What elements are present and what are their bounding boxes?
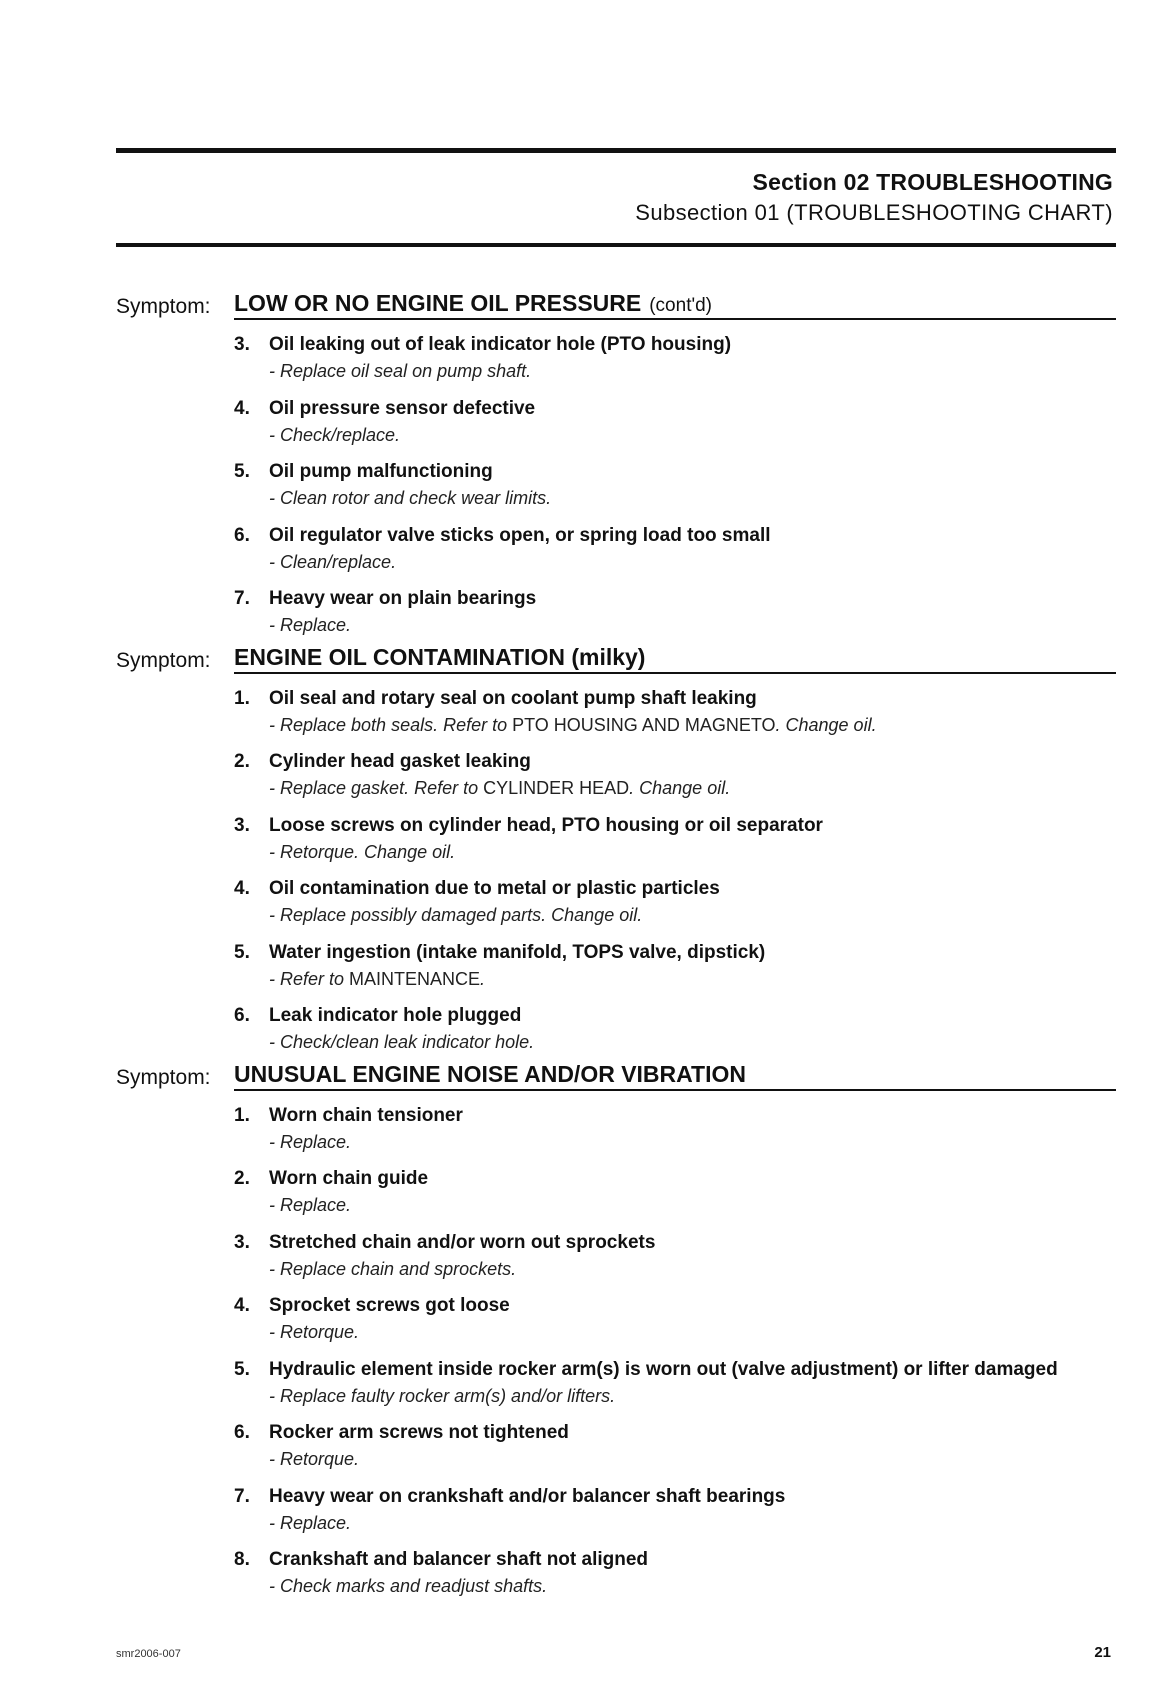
symptom-section — [116, 290, 1116, 638]
remedy-segment: - Clean/replace. — [269, 551, 397, 572]
remedy-segment: . Change oil. — [775, 714, 877, 735]
cause-item — [116, 1218, 1116, 1282]
remedy-segment: - Replace chain and sprockets. — [269, 1258, 517, 1279]
remedy-text — [269, 715, 877, 736]
cause-number: 6. — [234, 524, 250, 546]
remedy-text — [269, 969, 485, 990]
symptom-title-underline — [234, 641, 1116, 674]
cause-list — [116, 674, 1116, 1055]
symptom-label: Symptom: — [116, 1065, 211, 1089]
header-rule-top — [116, 148, 1116, 153]
cause-number: 5. — [234, 1358, 250, 1380]
cause-text: Oil leaking out of leak indicator hole (PTO housing) — [269, 334, 732, 355]
remedy-reference: CYLINDER HEAD — [483, 778, 630, 798]
cause-number: 3. — [234, 334, 250, 355]
cause-text: Loose screws on cylinder head, PTO housing or oil separator — [269, 814, 823, 836]
remedy-text — [269, 1449, 359, 1470]
remedy-text — [269, 778, 730, 799]
cause-item — [116, 1345, 1116, 1409]
cause-item — [116, 1408, 1116, 1472]
cause-text: Worn chain guide — [269, 1168, 429, 1189]
symptom-header — [116, 1061, 1116, 1091]
cause-item — [116, 1472, 1116, 1536]
troubleshooting-chart — [116, 290, 1116, 1605]
document-code: smr2006-007 — [116, 1648, 181, 1660]
symptom-title-underline — [234, 1058, 1116, 1091]
cause-text: Cylinder head gasket leaking — [269, 751, 531, 772]
cause-item — [116, 1091, 1116, 1155]
remedy-text — [269, 842, 455, 863]
cause-number: 3. — [234, 1231, 250, 1253]
remedy-text — [269, 425, 400, 446]
cause-text: Leak indicator hole plugged — [269, 1005, 522, 1026]
remedy-segment: - Refer to — [269, 968, 350, 989]
remedy-segment: - Replace. — [269, 1131, 352, 1152]
symptom-header — [116, 644, 1116, 674]
remedy-text — [269, 905, 642, 926]
cause-item — [116, 674, 1116, 738]
remedy-segment: - Replace both seals. Refer to — [269, 714, 513, 735]
cause-number: 7. — [234, 1485, 250, 1507]
cause-text: Stretched chain and/or worn out sprockets — [269, 1231, 656, 1253]
cause-text: Oil pump malfunctioning — [269, 461, 493, 482]
cause-item — [116, 1535, 1116, 1599]
symptom-note: (cont'd) — [649, 295, 712, 316]
symptom-title: UNUSUAL ENGINE NOISE AND/OR VIBRATION — [234, 1060, 746, 1087]
page-number: 21 — [1094, 1644, 1111, 1661]
cause-number: 1. — [234, 687, 250, 709]
cause-text: Oil pressure sensor defective — [269, 397, 536, 419]
remedy-segment: - Replace. — [269, 1512, 352, 1533]
cause-number: 6. — [234, 1005, 250, 1026]
cause-number: 7. — [234, 588, 250, 609]
cause-item — [116, 511, 1116, 575]
remedy-segment: - Check/replace. — [269, 424, 401, 445]
cause-item — [116, 737, 1116, 801]
header-rule-bottom — [116, 243, 1116, 247]
cause-text: Water ingestion (intake manifold, TOPS valve, dipstick) — [269, 941, 766, 963]
remedy-segment: . Change oil. — [629, 778, 731, 798]
cause-number: 1. — [234, 1104, 250, 1126]
cause-item — [116, 574, 1116, 638]
cause-item — [116, 1154, 1116, 1218]
remedy-text — [269, 1322, 359, 1343]
remedy-text — [269, 488, 551, 509]
remedy-segment: - Retorque. — [269, 1449, 360, 1469]
symptom-header — [116, 290, 1116, 320]
remedy-text — [269, 1132, 351, 1153]
cause-item — [116, 928, 1116, 992]
cause-number: 4. — [234, 397, 250, 419]
remedy-segment: . — [480, 968, 486, 989]
remedy-segment: - Replace. — [269, 1195, 352, 1215]
cause-number: 4. — [234, 1295, 250, 1316]
section-title: Section 02 TROUBLESHOOTING — [752, 169, 1113, 195]
cause-text: Crankshaft and balancer shaft not aligned — [269, 1549, 649, 1570]
cause-list — [116, 1091, 1116, 1599]
cause-number: 6. — [234, 1422, 250, 1443]
cause-number: 5. — [234, 461, 250, 482]
symptom-label: Symptom: — [116, 648, 211, 672]
remedy-segment: - Replace possibly damaged parts. Change oil. — [269, 905, 643, 925]
cause-list — [116, 320, 1116, 638]
cause-text: Rocker arm screws not tightened — [269, 1422, 569, 1443]
cause-item — [116, 320, 1116, 384]
remedy-text — [269, 1386, 615, 1407]
cause-number: 8. — [234, 1549, 250, 1570]
cause-number: 3. — [234, 814, 250, 836]
cause-text: Heavy wear on plain bearings — [269, 588, 537, 609]
symptom-title: ENGINE OIL CONTAMINATION (milky) — [234, 643, 646, 670]
cause-text: Hydraulic element inside rocker arm(s) is worn out (valve adjustment) or lifter damaged — [269, 1358, 1058, 1380]
remedy-reference: PTO HOUSING AND MAGNETO — [512, 714, 776, 735]
remedy-text — [269, 1576, 547, 1597]
cause-text: Oil seal and rotary seal on coolant pump shaft leaking — [269, 687, 757, 709]
cause-item — [116, 384, 1116, 448]
remedy-segment: - Retorque. Change oil. — [269, 841, 456, 862]
remedy-text — [269, 615, 351, 636]
cause-number: 5. — [234, 941, 250, 963]
remedy-text — [269, 1513, 351, 1534]
remedy-segment: - Replace oil seal on pump shaft. — [269, 361, 532, 381]
remedy-segment: - Replace. — [269, 615, 352, 635]
subsection-title: Subsection 01 (TROUBLESHOOTING CHART) — [635, 200, 1113, 225]
cause-text: Oil contamination due to metal or plastic particles — [269, 878, 720, 899]
remedy-text — [269, 1032, 534, 1053]
symptom-label: Symptom: — [116, 295, 211, 318]
cause-item — [116, 801, 1116, 865]
cause-text: Heavy wear on crankshaft and/or balancer shaft bearings — [269, 1485, 786, 1507]
remedy-segment: - Replace gasket. Refer to — [269, 778, 484, 798]
remedy-segment: - Check marks and readjust shafts. — [269, 1576, 548, 1596]
cause-item — [116, 447, 1116, 511]
remedy-text — [269, 1195, 351, 1216]
cause-text: Worn chain tensioner — [269, 1104, 463, 1126]
remedy-segment: - Check/clean leak indicator hole. — [269, 1032, 535, 1052]
cause-text: Sprocket screws got loose — [269, 1295, 510, 1316]
cause-number: 2. — [234, 1168, 250, 1189]
cause-item — [116, 991, 1116, 1055]
remedy-segment: - Replace faulty rocker arm(s) and/or lifters. — [269, 1385, 616, 1406]
cause-text: Oil regulator valve sticks open, or spring load too small — [269, 524, 771, 546]
remedy-segment: - Clean rotor and check wear limits. — [269, 488, 552, 508]
remedy-segment: - Retorque. — [269, 1322, 360, 1342]
remedy-text — [269, 1259, 516, 1280]
cause-number: 2. — [234, 751, 250, 772]
symptom-section — [116, 644, 1116, 1055]
remedy-reference: MAINTENANCE — [349, 968, 481, 989]
remedy-text — [269, 361, 531, 382]
cause-item — [116, 864, 1116, 928]
symptom-title: LOW OR NO ENGINE OIL PRESSURE — [234, 290, 642, 316]
cause-item — [116, 1281, 1116, 1345]
symptom-title-underline — [234, 287, 1116, 320]
cause-number: 4. — [234, 878, 250, 899]
symptom-section — [116, 1061, 1116, 1599]
remedy-text — [269, 552, 396, 573]
